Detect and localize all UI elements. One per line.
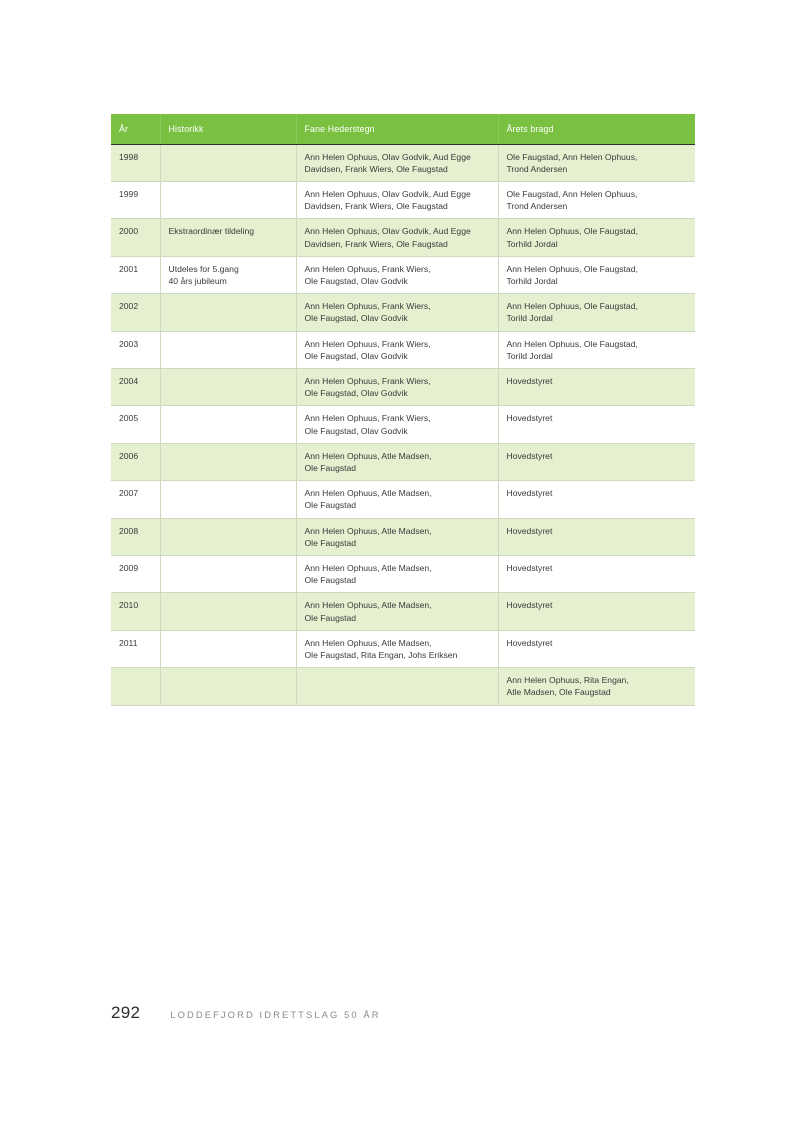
cell-year: 1999 <box>111 181 160 218</box>
cell-fane-hederstegn <box>296 443 498 480</box>
cell-fane-hederstegn-line: Ann Helen Ophuus, Frank Wiers, <box>304 263 431 274</box>
cell-fane-hederstegn-line: Ann Helen Ophuus, Frank Wiers, <box>304 301 431 312</box>
table-header <box>111 114 695 144</box>
cell-arets-bragd-line: Ann Helen Ophuus, Ole Faugstad, <box>506 301 638 312</box>
cell-fane-hederstegn <box>296 256 498 293</box>
cell-arets-bragd-line: Trond Andersen <box>506 163 568 174</box>
cell-fane-hederstegn <box>296 144 498 181</box>
cell-historikk <box>160 368 296 405</box>
cell-year: 2005 <box>111 406 160 443</box>
cell-fane-hederstegn-line: Ann Helen Ophuus, Atle Madsen, <box>304 637 432 648</box>
cell-historikk <box>160 294 296 331</box>
cell-fane-hederstegn <box>296 406 498 443</box>
cell-fane-hederstegn-line: Ole Faugstad <box>304 537 357 548</box>
cell-fane-hederstegn-line: Ole Faugstad, Olav Godvik <box>304 388 408 399</box>
cell-arets-bragd-line: Hovedstyret <box>506 488 553 499</box>
cell-fane-hederstegn-line: Davidsen, Frank Wiers, Ole Faugstad <box>304 238 448 249</box>
cell-historikk <box>160 331 296 368</box>
cell-arets-bragd-line: Ann Helen Ophuus, Ole Faugstad, <box>506 226 638 237</box>
column-header-fane-hederstegn: Fane Hederstegn <box>296 114 498 144</box>
cell-arets-bragd <box>498 593 695 630</box>
cell-fane-hederstegn-line: Ann Helen Ophuus, Atle Madsen, <box>304 450 432 461</box>
cell-arets-bragd <box>498 219 695 256</box>
table-row <box>111 593 695 630</box>
cell-fane-hederstegn-line: Ole Faugstad <box>304 612 357 623</box>
table-row <box>111 331 695 368</box>
cell-arets-bragd <box>498 443 695 480</box>
page-footer <box>111 1003 381 1023</box>
column-header-arets-bragd: Årets bragd <box>498 114 695 144</box>
cell-historikk <box>160 406 296 443</box>
cell-arets-bragd-line: Hovedstyret <box>506 637 553 648</box>
cell-arets-bragd <box>498 294 695 331</box>
cell-arets-bragd-line: Hovedstyret <box>506 450 553 461</box>
cell-fane-hederstegn <box>296 368 498 405</box>
cell-fane-hederstegn-line: Davidsen, Frank Wiers, Ole Faugstad <box>304 163 448 174</box>
cell-arets-bragd-line: Ann Helen Ophuus, Rita Engan, <box>506 675 629 686</box>
table-row <box>111 668 695 705</box>
cell-arets-bragd-line: Torild Jordal <box>506 313 553 324</box>
award-table-container <box>111 114 695 706</box>
cell-arets-bragd-line: Ann Helen Ophuus, Ole Faugstad, <box>506 338 638 349</box>
cell-fane-hederstegn <box>296 555 498 592</box>
cell-fane-hederstegn <box>296 593 498 630</box>
cell-historikk-line: Ekstraordinær tildeling <box>168 226 254 237</box>
table-row <box>111 144 695 181</box>
cell-fane-hederstegn <box>296 518 498 555</box>
cell-fane-hederstegn-line: Ole Faugstad <box>304 462 357 473</box>
column-header-year: År <box>111 114 160 144</box>
book-title: LODDEFJORD IDRETTSLAG 50 ÅR <box>170 1009 381 1020</box>
cell-fane-hederstegn-line: Ole Faugstad, Olav Godvik <box>304 275 408 286</box>
cell-historikk <box>160 630 296 667</box>
cell-fane-hederstegn <box>296 219 498 256</box>
cell-arets-bragd-line: Torhild Jordal <box>506 275 558 286</box>
cell-year: 2000 <box>111 219 160 256</box>
cell-year: 2006 <box>111 443 160 480</box>
cell-fane-hederstegn <box>296 630 498 667</box>
cell-fane-hederstegn-line: Ann Helen Ophuus, Frank Wiers, <box>304 338 431 349</box>
cell-year: 2011 <box>111 630 160 667</box>
cell-arets-bragd-line: Ole Faugstad, Ann Helen Ophuus, <box>506 188 638 199</box>
cell-year: 2002 <box>111 294 160 331</box>
cell-arets-bragd-line: Hovedstyret <box>506 600 553 611</box>
cell-year: 2007 <box>111 481 160 518</box>
cell-fane-hederstegn-line: Ole Faugstad, Olav Godvik <box>304 313 408 324</box>
cell-arets-bragd-line: Hovedstyret <box>506 562 553 573</box>
cell-arets-bragd <box>498 406 695 443</box>
cell-fane-hederstegn-line: Ann Helen Ophuus, Atle Madsen, <box>304 488 432 499</box>
column-header-historikk: Historikk <box>160 114 296 144</box>
cell-fane-hederstegn <box>296 331 498 368</box>
table-row <box>111 219 695 256</box>
table-row <box>111 256 695 293</box>
cell-fane-hederstegn-line: Davidsen, Frank Wiers, Ole Faugstad <box>304 201 448 212</box>
cell-historikk <box>160 518 296 555</box>
cell-arets-bragd <box>498 181 695 218</box>
page-number: 292 <box>111 1003 141 1022</box>
cell-arets-bragd-line: Torild Jordal <box>506 350 553 361</box>
cell-fane-hederstegn <box>296 181 498 218</box>
cell-fane-hederstegn <box>296 294 498 331</box>
cell-fane-hederstegn-line: Ann Helen Ophuus, Atle Madsen, <box>304 600 432 611</box>
cell-arets-bragd-line: Ole Faugstad, Ann Helen Ophuus, <box>506 151 638 162</box>
cell-fane-hederstegn <box>296 668 498 705</box>
cell-year: 1998 <box>111 144 160 181</box>
cell-historikk <box>160 443 296 480</box>
cell-arets-bragd <box>498 368 695 405</box>
cell-fane-hederstegn-line: Ann Helen Ophuus, Atle Madsen, <box>304 562 432 573</box>
cell-arets-bragd <box>498 144 695 181</box>
cell-arets-bragd-line: Torhild Jordal <box>506 238 558 249</box>
cell-year: 2010 <box>111 593 160 630</box>
cell-arets-bragd <box>498 630 695 667</box>
cell-arets-bragd <box>498 256 695 293</box>
cell-arets-bragd <box>498 555 695 592</box>
cell-arets-bragd <box>498 331 695 368</box>
cell-year: 2003 <box>111 331 160 368</box>
cell-fane-hederstegn-line: Ole Faugstad, Olav Godvik <box>304 425 408 436</box>
cell-arets-bragd-line: Hovedstyret <box>506 525 553 536</box>
cell-historikk <box>160 256 296 293</box>
cell-year: 2008 <box>111 518 160 555</box>
cell-historikk <box>160 219 296 256</box>
cell-arets-bragd-line: Trond Andersen <box>506 201 568 212</box>
cell-fane-hederstegn <box>296 481 498 518</box>
cell-fane-hederstegn-line: Ann Helen Ophuus, Olav Godvik, Aud Egge <box>304 151 471 162</box>
table-row <box>111 481 695 518</box>
table-row <box>111 555 695 592</box>
cell-historikk <box>160 668 296 705</box>
cell-arets-bragd-line: Ann Helen Ophuus, Ole Faugstad, <box>506 263 638 274</box>
table-body <box>111 144 695 705</box>
cell-historikk-line: Utdeles for 5.gang <box>168 263 239 274</box>
cell-historikk <box>160 593 296 630</box>
cell-arets-bragd-line: Hovedstyret <box>506 375 553 386</box>
cell-year: 2009 <box>111 555 160 592</box>
cell-fane-hederstegn-line: Ole Faugstad <box>304 500 357 511</box>
cell-year <box>111 668 160 705</box>
table-row <box>111 518 695 555</box>
cell-arets-bragd-line: Hovedstyret <box>506 413 553 424</box>
table-row <box>111 181 695 218</box>
cell-historikk <box>160 481 296 518</box>
cell-year: 2004 <box>111 368 160 405</box>
cell-arets-bragd <box>498 481 695 518</box>
table-row <box>111 368 695 405</box>
cell-historikk <box>160 144 296 181</box>
cell-arets-bragd-line: Atle Madsen, Ole Faugstad <box>506 687 611 698</box>
cell-arets-bragd <box>498 668 695 705</box>
award-table <box>111 114 695 706</box>
cell-fane-hederstegn-line: Ole Faugstad, Rita Engan, Johs Eriksen <box>304 649 458 660</box>
cell-historikk-line: 40 års jubileum <box>168 275 227 286</box>
cell-year: 2001 <box>111 256 160 293</box>
cell-fane-hederstegn-line: Ann Helen Ophuus, Olav Godvik, Aud Egge <box>304 226 471 237</box>
cell-fane-hederstegn-line: Ole Faugstad <box>304 575 357 586</box>
table-header-row <box>111 114 695 144</box>
table-row <box>111 630 695 667</box>
cell-fane-hederstegn-line: Ann Helen Ophuus, Frank Wiers, <box>304 375 431 386</box>
cell-fane-hederstegn-line: Ole Faugstad, Olav Godvik <box>304 350 408 361</box>
table-row <box>111 406 695 443</box>
cell-fane-hederstegn-line: Ann Helen Ophuus, Olav Godvik, Aud Egge <box>304 188 471 199</box>
cell-historikk <box>160 555 296 592</box>
cell-fane-hederstegn-line: Ann Helen Ophuus, Frank Wiers, <box>304 413 431 424</box>
table-row <box>111 443 695 480</box>
cell-arets-bragd <box>498 518 695 555</box>
table-row <box>111 294 695 331</box>
cell-fane-hederstegn-line: Ann Helen Ophuus, Atle Madsen, <box>304 525 432 536</box>
cell-historikk <box>160 181 296 218</box>
